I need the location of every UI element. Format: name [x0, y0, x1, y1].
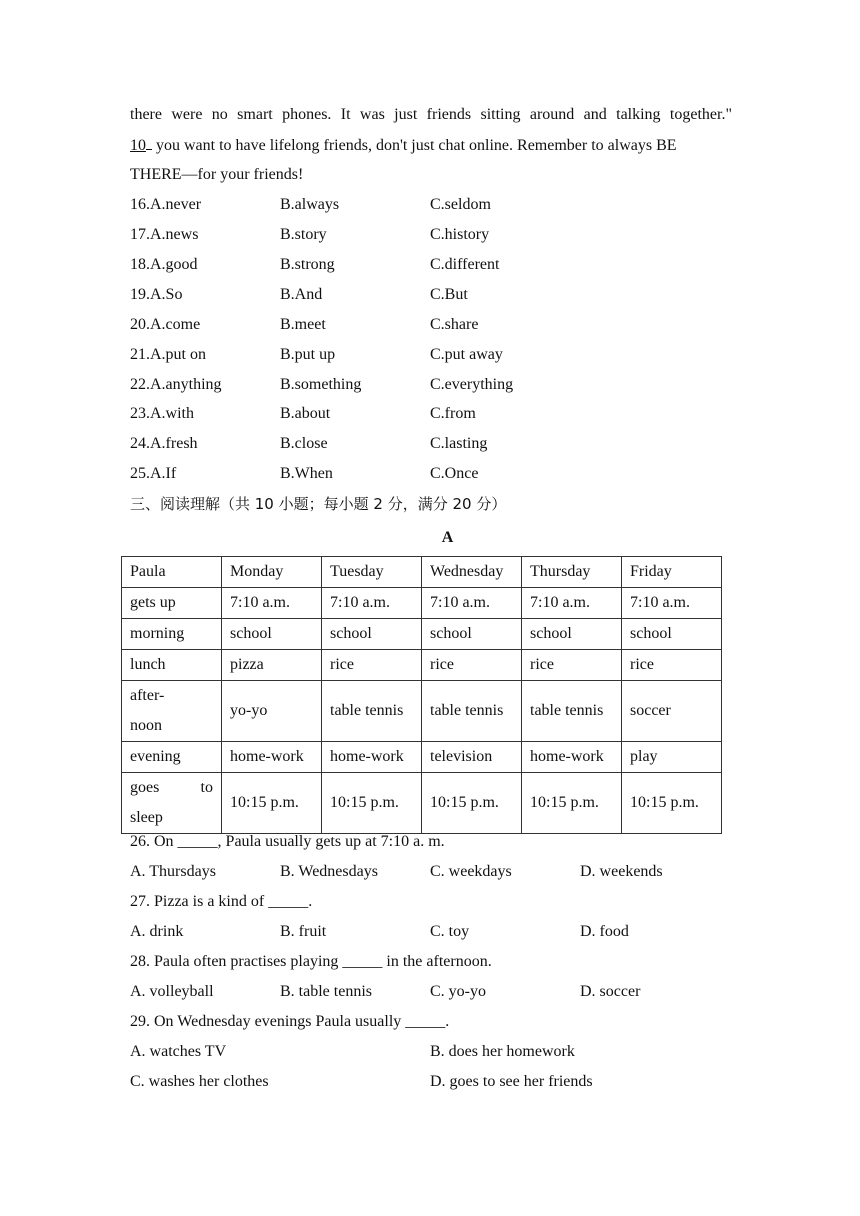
table-cell: 10:15 p.m. — [622, 773, 722, 834]
q25-option-a: 25.A.If — [130, 465, 177, 482]
q29-option-a: A. watches TV — [130, 1043, 227, 1060]
q24-option-a: 24.A.fresh — [130, 435, 198, 452]
q20-option-b: B.meet — [280, 316, 326, 333]
q29-option-c: C. washes her clothes — [130, 1073, 269, 1090]
passage-label: A — [441, 529, 454, 546]
q23-option-a: 23.A.with — [130, 405, 194, 422]
q21-option-a: 21.A.put on — [130, 346, 206, 363]
table-cell: rice — [322, 650, 422, 681]
q29-option-b: B. does her homework — [430, 1043, 575, 1060]
table-cell: Thursday — [522, 557, 622, 588]
table-cell: home-work — [522, 742, 622, 773]
table-cell: rice — [522, 650, 622, 681]
table-cell: 10:15 p.m. — [222, 773, 322, 834]
afternoon-label-1: after- — [130, 687, 165, 704]
q17-option-a: 17.A.news — [130, 226, 199, 243]
q28-option-c: C. yo-yo — [430, 983, 486, 1000]
table-row — [122, 619, 722, 650]
blank-10: 10 — [130, 137, 146, 154]
q22-option-a: 22.A.anything — [130, 376, 222, 393]
table-cell: pizza — [222, 650, 322, 681]
table-cell: evening — [122, 742, 222, 773]
table-cell: Friday — [622, 557, 722, 588]
q24-option-c: C.lasting — [430, 435, 488, 452]
table-row — [122, 588, 722, 619]
table-row — [122, 681, 722, 742]
q26-option-c: C. weekdays — [430, 863, 512, 880]
q21-option-b: B.put up — [280, 346, 336, 363]
table-cell: rice — [622, 650, 722, 681]
table-cell: 7:10 a.m. — [622, 588, 722, 619]
q27-option-b: B. fruit — [280, 923, 327, 940]
table-cell: morning — [122, 619, 222, 650]
table-cell — [122, 681, 222, 742]
q24-option-b: B.close — [280, 435, 328, 452]
q26-option-b: B. Wednesdays — [280, 863, 378, 880]
q17-option-c: C.history — [430, 226, 490, 243]
table-cell: Tuesday — [322, 557, 422, 588]
q29-option-d: D. goes to see her friends — [430, 1073, 593, 1090]
q19-option-b: B.And — [280, 286, 323, 303]
q26-option-a: A. Thursdays — [130, 863, 216, 880]
table-row — [122, 650, 722, 681]
q28-option-a: A. volleyball — [130, 983, 214, 1000]
table-cell: school — [222, 619, 322, 650]
table-cell: 7:10 a.m. — [222, 588, 322, 619]
q21-option-c: C.put away — [430, 346, 503, 363]
table-cell: soccer — [622, 681, 722, 742]
q27-stem: 27. Pizza is a kind of _____. — [130, 893, 313, 910]
afternoon-label-2: noon — [130, 717, 162, 734]
q28-option-b: B. table tennis — [280, 983, 372, 1000]
table-cell: 7:10 a.m. — [522, 588, 622, 619]
q18-option-b: B.strong — [280, 256, 335, 273]
passage-line-2 — [130, 135, 677, 156]
table-cell: school — [322, 619, 422, 650]
q19-option-c: C.But — [430, 286, 468, 303]
q23-option-c: C.from — [430, 405, 476, 422]
q16-option-b: B.always — [280, 196, 340, 213]
q26-stem: 26. On _____, Paula usually gets up at 7:10 a. m. — [130, 833, 445, 850]
table-header-row — [122, 557, 722, 588]
sleep-word-goes: goes — [130, 779, 160, 796]
table-row — [122, 773, 722, 834]
q27-option-a: A. drink — [130, 923, 184, 940]
table-row — [122, 742, 722, 773]
q28-option-d: D. soccer — [580, 983, 641, 1000]
q27-option-c: C. toy — [430, 923, 470, 940]
table-cell: Wednesday — [422, 557, 522, 588]
table-cell: 7:10 a.m. — [422, 588, 522, 619]
table-cell: gets up — [122, 588, 222, 619]
table-cell: yo-yo — [222, 681, 322, 742]
q26-option-d: D. weekends — [580, 863, 663, 880]
q22-option-c: C.everything — [430, 376, 514, 393]
passage-line-2-text: you want to have lifelong friends, don't just chat online. Remember to always BE — [152, 137, 677, 154]
q29-stem: 29. On Wednesday evenings Paula usually _____. — [130, 1013, 450, 1030]
q27-option-d: D. food — [580, 923, 629, 940]
table-cell: school — [622, 619, 722, 650]
table-cell: lunch — [122, 650, 222, 681]
q16-option-c: C.seldom — [430, 196, 491, 213]
q23-option-b: B.about — [280, 405, 331, 422]
table-cell: 10:15 p.m. — [422, 773, 522, 834]
q20-option-a: 20.A.come — [130, 316, 201, 333]
table-cell: rice — [422, 650, 522, 681]
table-cell: 10:15 p.m. — [322, 773, 422, 834]
q22-option-b: B.something — [280, 376, 362, 393]
sleep-word-sleep: sleep — [130, 809, 163, 826]
table-cell: Monday — [222, 557, 322, 588]
q25-option-c: C.Once — [430, 465, 479, 482]
q17-option-b: B.story — [280, 226, 327, 243]
table-cell: play — [622, 742, 722, 773]
table-cell: school — [422, 619, 522, 650]
table-cell: television — [422, 742, 522, 773]
q19-option-a: 19.A.So — [130, 286, 183, 303]
table-cell: school — [522, 619, 622, 650]
table-cell: table tennis — [522, 681, 622, 742]
table-cell: 10:15 p.m. — [522, 773, 622, 834]
passage-line-1: there were no smart phones. It was just friends sitting around and talking together." — [130, 106, 732, 123]
q20-option-c: C.share — [430, 316, 479, 333]
table-cell: home-work — [222, 742, 322, 773]
schedule-table — [121, 556, 722, 834]
sleep-label-line-1 — [130, 778, 213, 798]
table-cell: 7:10 a.m. — [322, 588, 422, 619]
q28-stem: 28. Paula often practises playing _____ in the afternoon. — [130, 953, 492, 970]
q18-option-c: C.different — [430, 256, 500, 273]
table-cell: table tennis — [322, 681, 422, 742]
table-cell: Paula — [122, 557, 222, 588]
sleep-word-to: to — [200, 779, 213, 796]
table-cell: table tennis — [422, 681, 522, 742]
q18-option-a: 18.A.good — [130, 256, 198, 273]
table-cell: home-work — [322, 742, 422, 773]
table-cell — [122, 773, 222, 834]
passage-line-3: THERE—for your friends! — [130, 166, 304, 183]
q16-option-a: 16.A.never — [130, 196, 202, 213]
q25-option-b: B.When — [280, 465, 333, 482]
section-heading: 三、阅读理解（共 10 小题；每小题 2 分，满分 20 分） — [130, 495, 507, 513]
